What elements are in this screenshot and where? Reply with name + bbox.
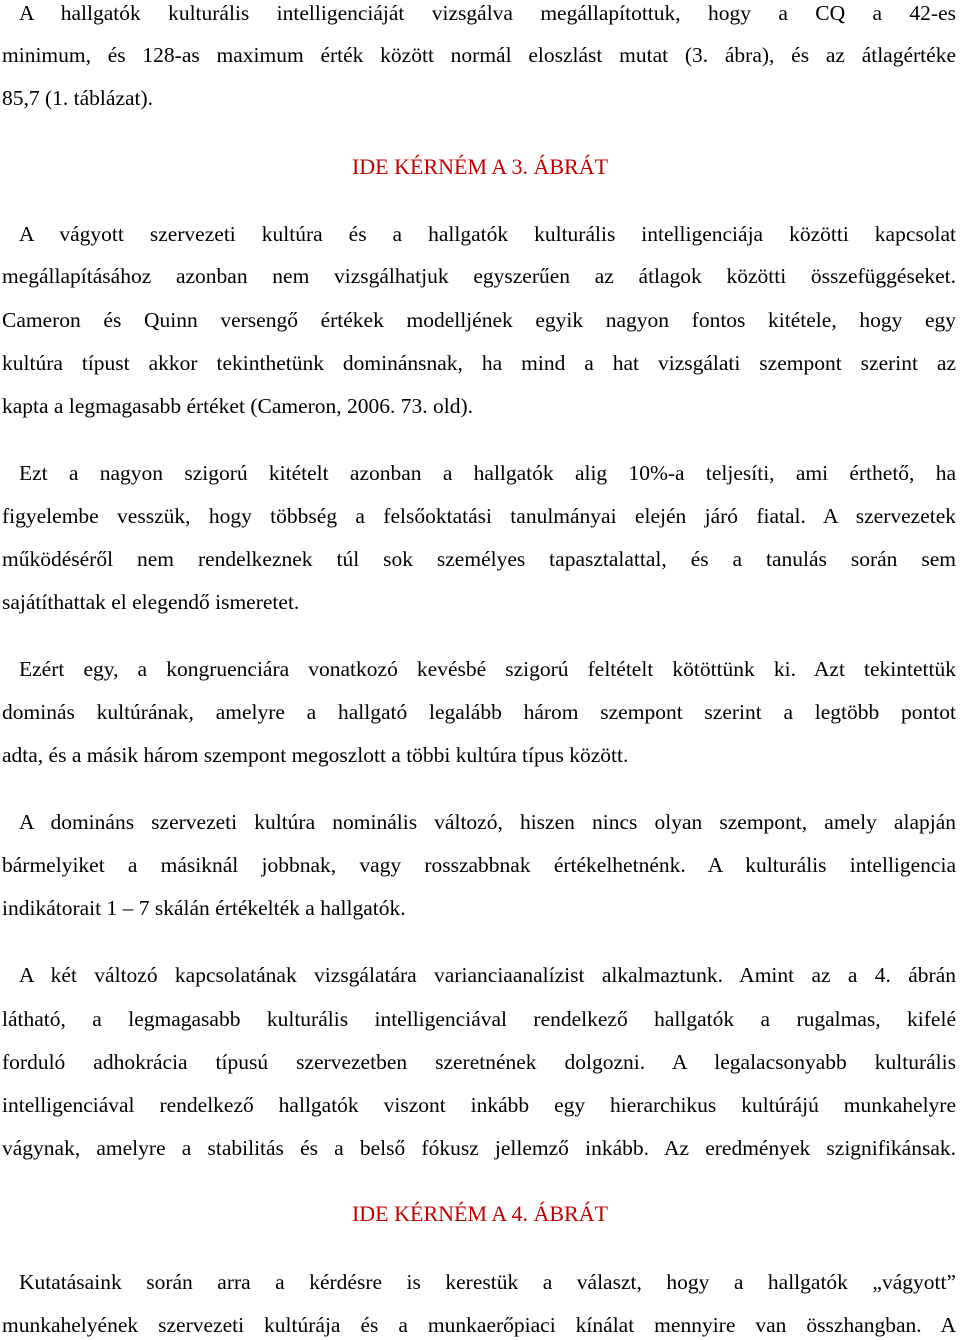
- paragraph-1-line-3: 85,7 (1. táblázat).: [2, 86, 154, 110]
- paragraph-3-line-4: sajátíthattak el elegendő ismeretet.: [2, 590, 300, 614]
- paragraph-2-line-2: megállapításához azonban nem vizsgálhatjuk egyszerűen az átlagok közötti összefüggéseket.: [2, 264, 956, 288]
- paragraph-1-line-1: A hallgatók kulturális intelligenciáját vizsgálva megállapítottuk, hogy a CQ a 42-es: [19, 1, 956, 25]
- paragraph-7-line-2: munkahelyének szervezeti kultúrája és a munkaerőpiaci kínálat mennyire van összhangban. A: [2, 1313, 956, 1337]
- paragraph-3-line-3: működéséről nem rendelkeznek túl sok személyes tapasztalattal, és a tanulás során sem: [2, 547, 956, 571]
- paragraph-2-line-3: Cameron és Quinn versengő értékek modelljének egyik nagyon fontos kitétele, hogy egy: [2, 308, 956, 332]
- paragraph-5-line-3: indikátorait 1 – 7 skálán értékelték a hallgatók.: [2, 896, 406, 920]
- paragraph-5-line-2: bármelyiket a másiknál jobbnak, vagy rosszabbnak értékelhetnénk. A kulturális intelligencia: [2, 853, 956, 877]
- paragraph-4-line-3: adta, és a másik három szempont megoszlott a többi kultúra típus között.: [2, 743, 629, 767]
- paragraph-1-line-2: minimum, és 128-as maximum érték között normál eloszlást mutat (3. ábra), és az átlagértéke: [2, 43, 956, 67]
- paragraph-3-line-2: figyelembe vesszük, hogy többség a felsőoktatási tanulmányai elején járó fiatal. A szervezetek: [2, 504, 956, 528]
- paragraph-4-line-1: Ezért egy, a kongruenciára vonatkozó kevésbé szigorú feltételt kötöttünk ki. Azt tekintettük: [19, 657, 956, 681]
- paragraph-2-line-4: kultúra típust akkor tekinthetünk dominánsnak, ha mind a hat vizsgálati szempont szerint az: [2, 351, 956, 375]
- paragraph-6-line-1: A két változó kapcsolatának vizsgálatára varianciaanalízist alkalmaztunk. Amint az a 4. ábrán: [19, 963, 956, 987]
- paragraph-7-line-1: Kutatásaink során arra a kérdésre is kerestük a választ, hogy a hallgatók „vágyott”: [19, 1270, 956, 1294]
- paragraph-6-line-2: látható, a legmagasabb kulturális intelligenciával rendelkező hallgatók a rugalmas, kifelé: [2, 1007, 956, 1031]
- paragraph-2-line-1: A vágyott szervezeti kultúra és a hallgatók kulturális intelligenciája közötti kapcsolat: [19, 222, 956, 246]
- paragraph-6-line-5: vágynak, amelyre a stabilitás és a belső fókusz jellemző inkább. Az eredmények szignifikánsak.: [2, 1136, 956, 1160]
- figure-4-placeholder-heading: IDE KÉRNÉM A 4. ÁBRÁT: [351, 1201, 609, 1226]
- paragraph-5-line-1: A domináns szervezeti kultúra nominális változó, hiszen nincs olyan szempont, amely alapján: [19, 810, 956, 834]
- paragraph-2-line-5: kapta a legmagasabb értéket (Cameron, 2006. 73. old).: [2, 394, 474, 418]
- figure-3-placeholder-heading: IDE KÉRNÉM A 3. ÁBRÁT: [351, 154, 609, 179]
- paragraph-6-line-4: intelligenciával rendelkező hallgatók viszont inkább egy hierarchikus kultúrájú munkahelyre: [2, 1093, 956, 1117]
- paragraph-6-line-3: forduló adhokrácia típusú szervezetben szeretnének dolgozni. A legalacsonyabb kulturális: [2, 1050, 956, 1074]
- paragraph-4-line-2: dominás kultúrának, amelyre a hallgató legalább három szempont szerint a legtöbb pontot: [2, 700, 956, 724]
- paragraph-3-line-1: Ezt a nagyon szigorú kitételt azonban a hallgatók alig 10%-a teljesíti, ami érthető, ha: [19, 461, 956, 485]
